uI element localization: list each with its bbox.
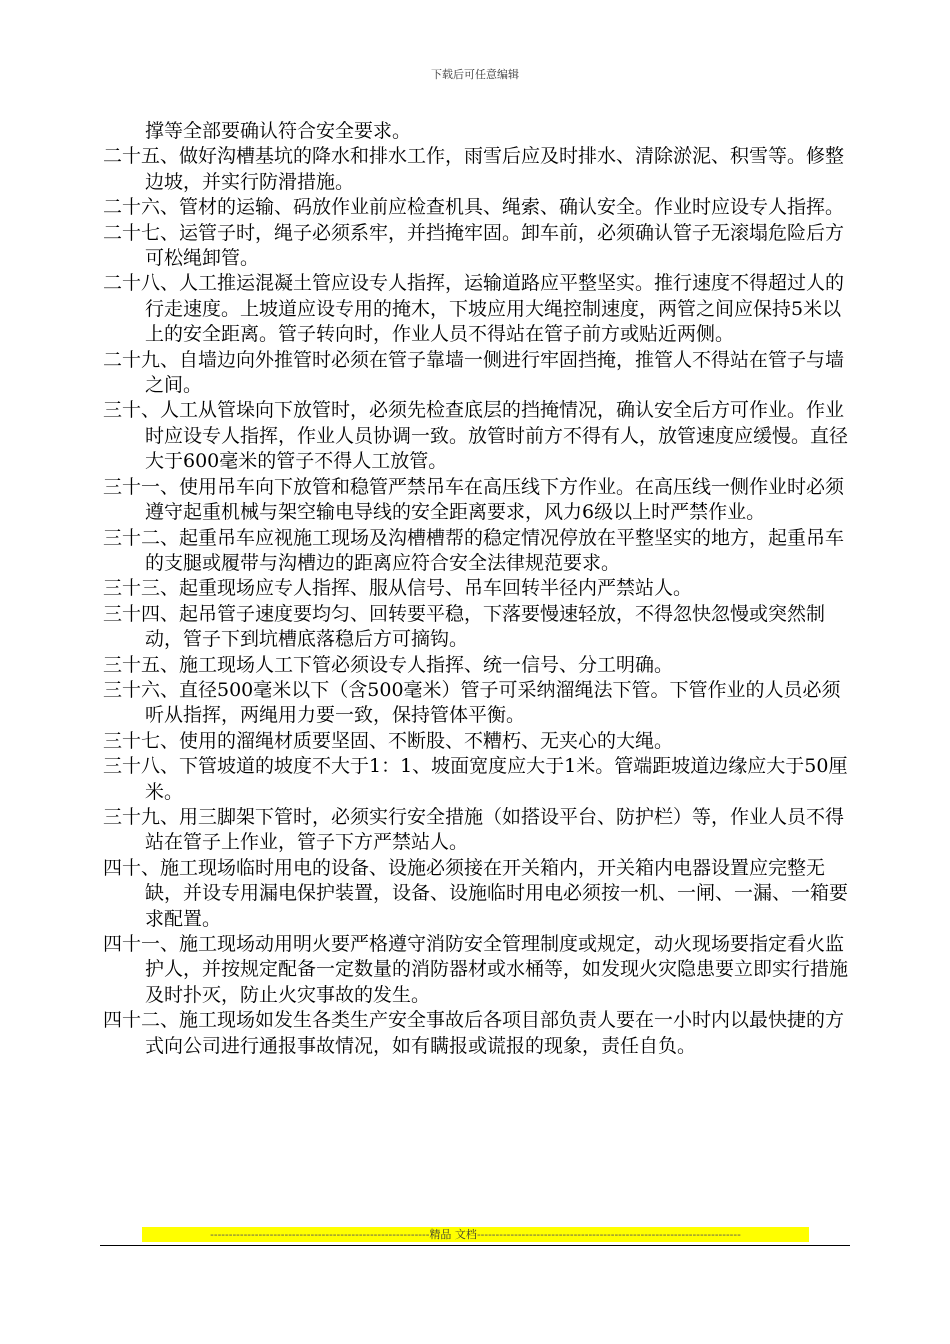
item-41: 四十一、施工现场动用明火要严格遵守消防安全管理制度或规定，动火现场要指定看火监护人，并按规定配备一定数量的消防器材或水桶等，如发现火灾隐患要立即实行措施及时扑灭，防止火灾事故的发生。 (103, 933, 849, 1006)
item-35: 三十五、施工现场人工下管必须设专人指挥、统一信号、分工明确。 (103, 653, 674, 676)
footer-label: 精品 文档 (429, 1228, 477, 1241)
item-40: 四十、施工现场临时用电的设备、设施必须接在开关箱内，开关箱内电器设置应完整无缺，并设专用漏电保护装置，设备、设施临时用电必须按一机、一闸、一漏、一箱要求配置。 (103, 856, 849, 930)
footer-dashes-right: ----------------------------------------------------------------------- (476, 1228, 741, 1241)
item-33: 三十三、起重现场应专人指挥、服从信号、吊车回转半径内严禁站人。 (103, 577, 693, 600)
item-28: 二十八、人工推运混凝土管应设专人指挥，运输道路应平整坚实。推行速度不得超过人的行走速度。上坡道应设专用的掩木，下坡应用大绳控制速度，两管之间应保持5米以上的安全距离。管子转向时，作业人员不得站在管子前方或贴近两侧。 (103, 272, 845, 346)
paragraph-continuation: 撑等全部要确认符合安全要求。 (145, 120, 412, 142)
footer-banner (142, 1227, 809, 1242)
item-32: 三十二、起重吊车应视施工现场及沟槽槽帮的稳定情况停放在平整坚实的地方，起重吊车的支腿或履带与沟槽边的距离应符合安全法律规范要求。 (103, 526, 845, 574)
item-27: 二十七、运管子时，绳子必须系牢，并挡掩牢固。卸车前，必须确认管子无滚塌危险后方可松绳卸管。 (103, 221, 845, 270)
item-34: 三十四、起吊管子速度要均匀、回转要平稳，下落要慢速轻放，不得忽快忽慢或突然制动，管子下到坑槽底落稳后方可摘钩。 (103, 602, 826, 651)
footer-divider (100, 1245, 850, 1246)
item-26: 二十六、管材的运输、码放作业前应检查机具、绳索、确认安全。作业时应设专人指挥。 (103, 196, 845, 219)
page-header: 下载后可任意编辑 (431, 68, 519, 81)
item-36: 三十六、直径500毫米以下（含500毫米）管子可采纳溜绳法下管。下管作业的人员必须听从指挥，两绳用力要一致，保持管体平衡。 (103, 678, 841, 727)
item-39: 三十九、用三脚架下管时，必须实行安全措施（如搭设平台、防护栏）等，作业人员不得站在管子上作业，管子下方严禁站人。 (103, 805, 845, 854)
item-37: 三十七、使用的溜绳材质要坚固、不断股、不糟朽、无夹心的大绳。 (103, 729, 674, 752)
footer-dashes-left: ----------------------------------------------------------- (210, 1228, 430, 1241)
item-29: 二十九、自墙边向外推管时必须在管子靠墙一侧进行牢固挡掩，推管人不得站在管子与墙之间。 (103, 348, 845, 397)
item-25: 二十五、做好沟槽基坑的降水和排水工作，雨雪后应及时排水、清除淤泥、积雪等。修整边坡，并实行防滑措施。 (103, 145, 845, 193)
item-30: 三十、人工从管垛向下放管时，必须先检查底层的挡掩情况，确认安全后方可作业。作业时应设专人指挥，作业人员协调一致。放管时前方不得有人，放管速度应缓慢。直径大于600毫米的管子不得人工放管。 (103, 399, 849, 473)
item-31: 三十一、使用吊车向下放管和稳管严禁吊车在高压线下方作业。在高压线一侧作业时必须遵守起重机械与架空输电导线的安全距离要求，风力6级以上时严禁作业。 (103, 475, 845, 524)
item-42: 四十二、施工现场如发生各类生产安全事故后各项目部负责人要在一小时内以最快捷的方式向公司进行通报事故情况，如有瞒报或谎报的现象，责任自负。 (103, 1009, 845, 1057)
item-38: 三十八、下管坡道的坡度不大于1：1、坡面宽度应大于1米。管端距坡道边缘应大于50厘米。 (103, 755, 848, 803)
document-body (103, 119, 848, 1059)
